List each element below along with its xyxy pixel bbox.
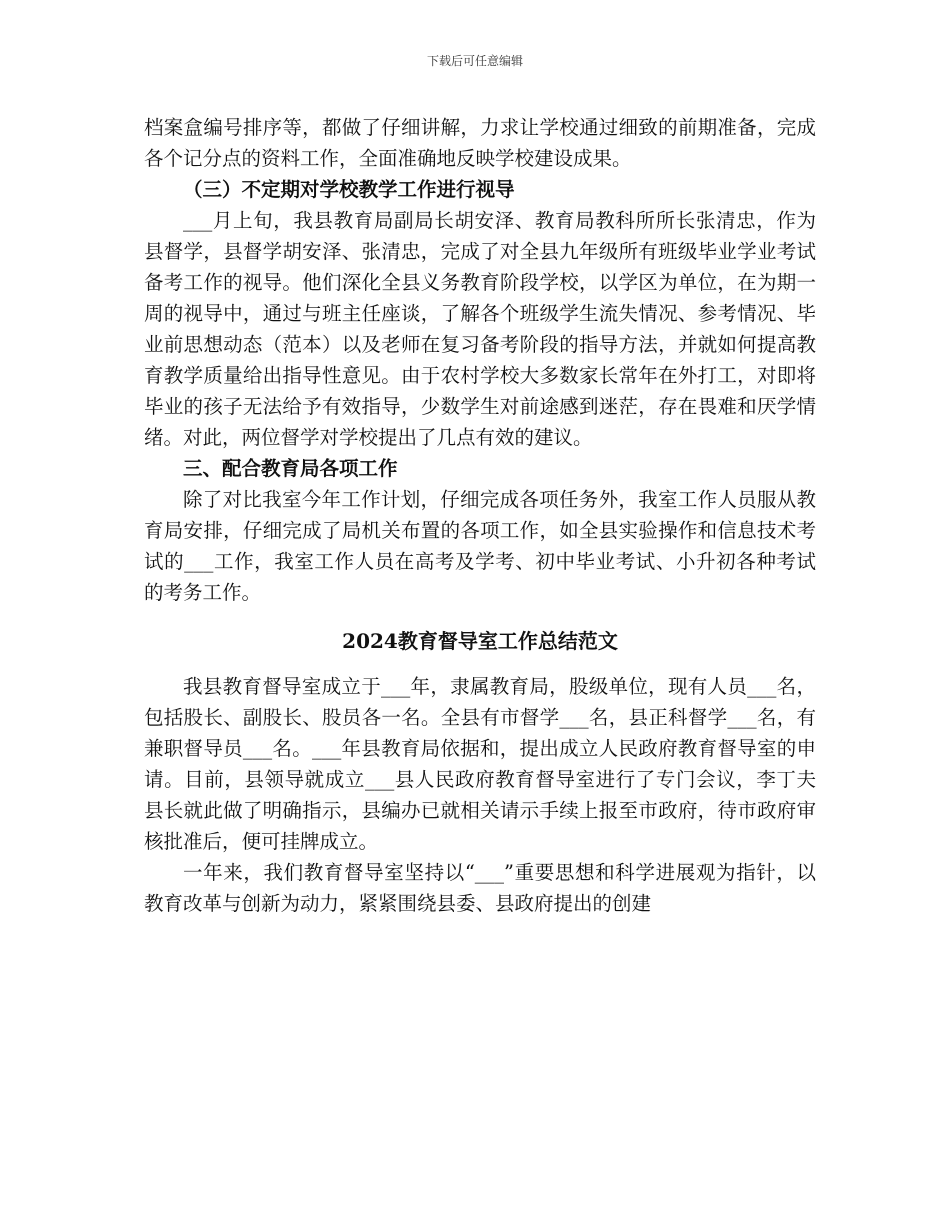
paragraph-archive-box: 档案盒编号排序等，都做了仔细讲解，力求让学校通过细致的前期准备，完成各个记分点的资料工作，全面准确地反映学校建设成果。 xyxy=(144,116,816,170)
paragraph-year-review: 一年来，我们教育督导室坚持以“___”重要思想和科学进展观为指针，以教育改革与创新为动力，紧紧围绕县委、县政府提出的创建 xyxy=(144,861,816,915)
section-heading-cooperate: 三、配合教育局各项工作 xyxy=(183,457,398,480)
paragraph-cooperate: 除了对比我室今年工作计划，仔细完成各项任务外，我室工作人员服从教育局安排，仔细完成了局机关布置的各项工作，如全县实验操作和信息技术考试的___工作，我室工作人员在高考及学考、初中毕业考试、小升初各种考试的考务工作。 xyxy=(144,488,816,604)
paragraph-inspection: ___月上旬，我县教育局副局长胡安泽、教育局教科所所长张清忠，作为县督学，县督学胡安泽、张清忠，完成了对全县九年级所有班级毕业学业考试备考工作的视导。他们深化全县义务教育阶段学校，以学区为单位，在为期一周的视导中，通过与班主任座谈，了解各个班级学生流失情况、参考情况、毕业前思想动态（范本）以及老师在复习备考阶段的指导方法，并就如何提高教育教学质量给出指导性意见。由于农村学校大多数家长常年在外打工，对即将毕业的孩子无法给予有效指导，少数学生对前途感到迷茫，存在畏难和厌学情绪。对此，两位督学对学校提出了几点有效的建议。 xyxy=(144,209,816,449)
paragraph-establishment: 我县教育督导室成立于___年，隶属教育局，股级单位，现有人员___名，包括股长、副股长、股员各一名。全县有市督学___名，县正科督学___名，有兼职督导员___名。___年县教育局依据和，提出成立人民政府教育督导室的申请。目前，县领导就成立___县人民政府教育督导室进行了专门会议，李丁夫县长就此做了明确指示，县编办已就相关请示手续上报至市政府，待市政府审核批准后，便可挂牌成立。 xyxy=(144,675,816,853)
document-body xyxy=(144,112,816,919)
document-title: 2024教育督导室工作总结范文 xyxy=(342,629,618,653)
page-header: 下载后可任意编辑 xyxy=(426,54,523,68)
section-heading-irregular-inspection: （三）不定期对学校教学工作进行视导 xyxy=(183,178,515,201)
